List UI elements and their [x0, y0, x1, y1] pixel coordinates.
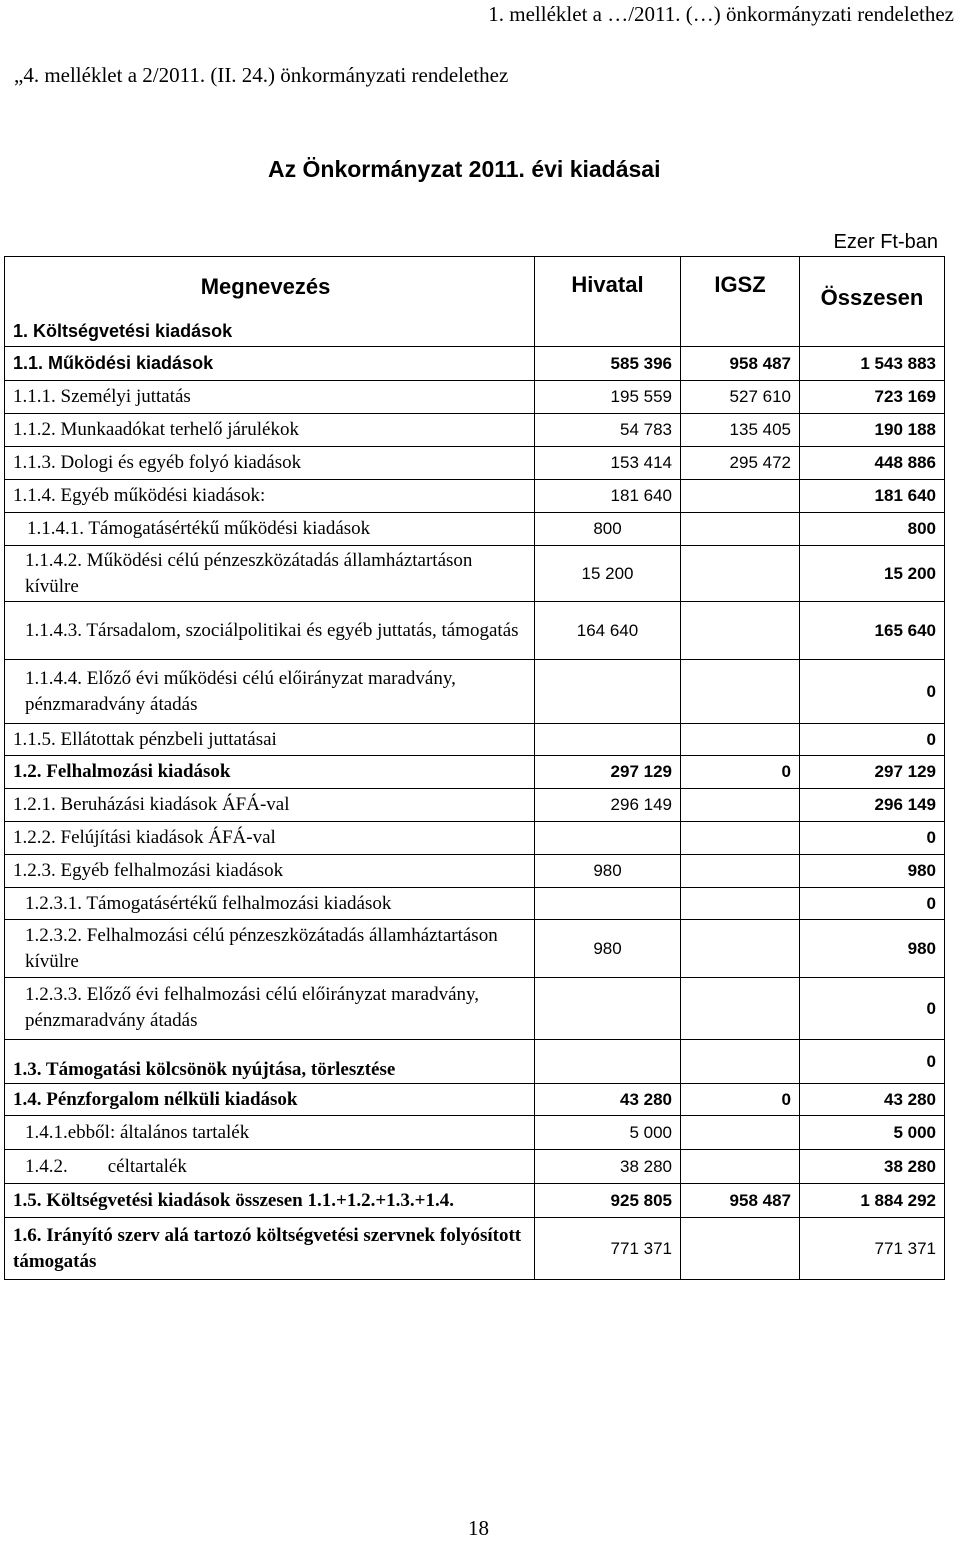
row-label: 1.2.2. Felújítási kiadások ÁFÁ-val	[5, 822, 535, 855]
page-number: 18	[468, 1516, 489, 1540]
table-row	[5, 855, 945, 888]
table-row	[5, 381, 945, 414]
row-igsz	[681, 480, 800, 513]
row-hivatal	[535, 978, 681, 1040]
row-label: 1.2.3.1. Támogatásértékű felhalmozási kiadások	[5, 888, 535, 920]
row-igsz	[681, 660, 800, 724]
table-row	[5, 822, 945, 855]
table-row	[5, 1084, 945, 1116]
row-igsz	[681, 1040, 800, 1084]
row-igsz: 0	[681, 1084, 800, 1116]
row-igsz	[681, 855, 800, 888]
expenditure-table	[4, 256, 945, 1280]
row-label: 1.1.5. Ellátottak pénzbeli juttatásai	[5, 724, 535, 756]
table-row	[5, 1040, 945, 1084]
row-label: 1.2. Felhalmozási kiadások	[5, 756, 535, 789]
row-label: 1.1.4.3. Társadalom, szociálpolitikai és egyéb juttatás, támogatás	[5, 602, 535, 660]
row-igsz	[681, 513, 800, 546]
column-header-igsz: IGSZ	[681, 257, 800, 347]
row-hivatal	[535, 660, 681, 724]
table-row	[5, 546, 945, 602]
row-igsz	[681, 1150, 800, 1184]
row-total: 297 129	[800, 756, 945, 789]
column-header-name: Megnevezés	[5, 257, 535, 317]
page-title: Az Önkormányzat 2011. évi kiadásai	[268, 156, 661, 182]
table-row	[5, 447, 945, 480]
row-label: 1.4. Pénzforgalom nélküli kiadások	[5, 1084, 535, 1116]
row-total: 181 640	[800, 480, 945, 513]
row-hivatal: 771 371	[535, 1218, 681, 1280]
table-row	[5, 513, 945, 546]
row-label-number: 1.4.2.	[25, 1155, 68, 1177]
row-hivatal: 980	[535, 855, 681, 888]
row-hivatal	[535, 888, 681, 920]
row-total: 190 188	[800, 414, 945, 447]
row-igsz	[681, 920, 800, 978]
row-hivatal: 38 280	[535, 1150, 681, 1184]
row-hivatal: 164 640	[535, 602, 681, 660]
row-hivatal: 925 805	[535, 1184, 681, 1218]
row-igsz	[681, 1116, 800, 1150]
row-label: 1.4.1.ebből: általános tartalék	[5, 1116, 535, 1150]
row-label: 1.6. Irányító szerv alá tartozó költségvetési szervnek folyósított támogatás	[5, 1218, 535, 1280]
column-header-hivatal: Hivatal	[535, 257, 681, 347]
row-hivatal: 585 396	[535, 347, 681, 381]
table-row	[5, 756, 945, 789]
row-hivatal	[535, 822, 681, 855]
table-header-row	[5, 257, 945, 317]
row-total: 15 200	[800, 546, 945, 602]
row-hivatal: 296 149	[535, 789, 681, 822]
row-label: 1.5. Költségvetési kiadások összesen 1.1.+1.2.+1.3.+1.4.	[5, 1184, 535, 1218]
row-hivatal: 800	[535, 513, 681, 546]
row-label: 1.3. Támogatási kölcsönök nyújtása, törlesztése	[5, 1040, 535, 1084]
row-total: 0	[800, 1040, 945, 1084]
row-igsz	[681, 602, 800, 660]
row-hivatal	[535, 724, 681, 756]
row-total: 296 149	[800, 789, 945, 822]
row-total: 165 640	[800, 602, 945, 660]
row-hivatal: 980	[535, 920, 681, 978]
row-label: 1.1.4.4. Előző évi működési célú előirányzat maradvány, pénzmaradvány átadás	[5, 660, 535, 724]
table-row	[5, 724, 945, 756]
row-igsz: 295 472	[681, 447, 800, 480]
row-label-text: céltartalék	[107, 1155, 187, 1177]
row-igsz	[681, 546, 800, 602]
row-hivatal: 195 559	[535, 381, 681, 414]
table-row	[5, 1218, 945, 1280]
table-row	[5, 602, 945, 660]
row-hivatal: 15 200	[535, 546, 681, 602]
row-igsz: 958 487	[681, 1184, 800, 1218]
row-total: 43 280	[800, 1084, 945, 1116]
row-hivatal: 153 414	[535, 447, 681, 480]
table-row	[5, 347, 945, 381]
row-label: 1.2.3. Egyéb felhalmozási kiadások	[5, 855, 535, 888]
row-total: 0	[800, 724, 945, 756]
row-total: 38 280	[800, 1150, 945, 1184]
row-total: 723 169	[800, 381, 945, 414]
row-total: 1 543 883	[800, 347, 945, 381]
table-row	[5, 978, 945, 1040]
table-row	[5, 789, 945, 822]
row-total: 5 000	[800, 1116, 945, 1150]
row-igsz: 958 487	[681, 347, 800, 381]
row-label: 1.1.1. Személyi juttatás	[5, 381, 535, 414]
row-igsz: 0	[681, 756, 800, 789]
column-header-total: Összesen	[800, 257, 945, 347]
table-row	[5, 1150, 945, 1184]
row-igsz	[681, 724, 800, 756]
row-hivatal: 297 129	[535, 756, 681, 789]
row-total: 1 884 292	[800, 1184, 945, 1218]
row-igsz: 135 405	[681, 414, 800, 447]
unit-label: Ezer Ft-ban	[833, 231, 938, 253]
row-total: 980	[800, 920, 945, 978]
table-row	[5, 660, 945, 724]
row-igsz	[681, 888, 800, 920]
table-row	[5, 888, 945, 920]
row-label: 1.2.1. Beruházási kiadások ÁFÁ-val	[5, 789, 535, 822]
decree-reference-old: „4. melléklet a 2/2011. (II. 24.) önkormányzati rendelethez	[14, 63, 509, 87]
row-hivatal: 5 000	[535, 1116, 681, 1150]
row-total: 0	[800, 978, 945, 1040]
row-igsz: 527 610	[681, 381, 800, 414]
row-label: 1.1.4.2. Működési célú pénzeszközátadás államháztartáson kívülre	[5, 546, 535, 602]
table-row	[5, 414, 945, 447]
table-row	[5, 480, 945, 513]
row-hivatal: 54 783	[535, 414, 681, 447]
row-hivatal	[535, 1040, 681, 1084]
row-label: 1.1.3. Dologi és egyéb folyó kiadások	[5, 447, 535, 480]
decree-reference-new: 1. melléklet a …/2011. (…) önkormányzati rendelethez	[488, 2, 954, 26]
row-label: 1.1.4. Egyéb működési kiadások:	[5, 480, 535, 513]
row-igsz	[681, 978, 800, 1040]
row-igsz	[681, 789, 800, 822]
row-total: 800	[800, 513, 945, 546]
row-label: 1.1. Működési kiadások	[5, 347, 535, 381]
row-igsz	[681, 822, 800, 855]
row-label: 1.2.3.3. Előző évi felhalmozási célú előirányzat maradvány, pénzmaradvány átadás	[5, 978, 535, 1040]
row-label	[5, 1150, 535, 1184]
row-total: 0	[800, 822, 945, 855]
row-total: 771 371	[800, 1218, 945, 1280]
row-total: 0	[800, 660, 945, 724]
section-heading: 1. Költségvetési kiadások	[5, 317, 535, 347]
table-row	[5, 1116, 945, 1150]
table-row	[5, 920, 945, 978]
row-hivatal: 43 280	[535, 1084, 681, 1116]
row-total: 448 886	[800, 447, 945, 480]
row-hivatal: 181 640	[535, 480, 681, 513]
table-row	[5, 1184, 945, 1218]
row-label: 1.1.4.1. Támogatásértékű működési kiadások	[5, 513, 535, 546]
row-label: 1.1.2. Munkaadókat terhelő járulékok	[5, 414, 535, 447]
row-label: 1.2.3.2. Felhalmozási célú pénzeszközátadás államháztartáson kívülre	[5, 920, 535, 978]
row-igsz	[681, 1218, 800, 1280]
row-total: 980	[800, 855, 945, 888]
row-total: 0	[800, 888, 945, 920]
